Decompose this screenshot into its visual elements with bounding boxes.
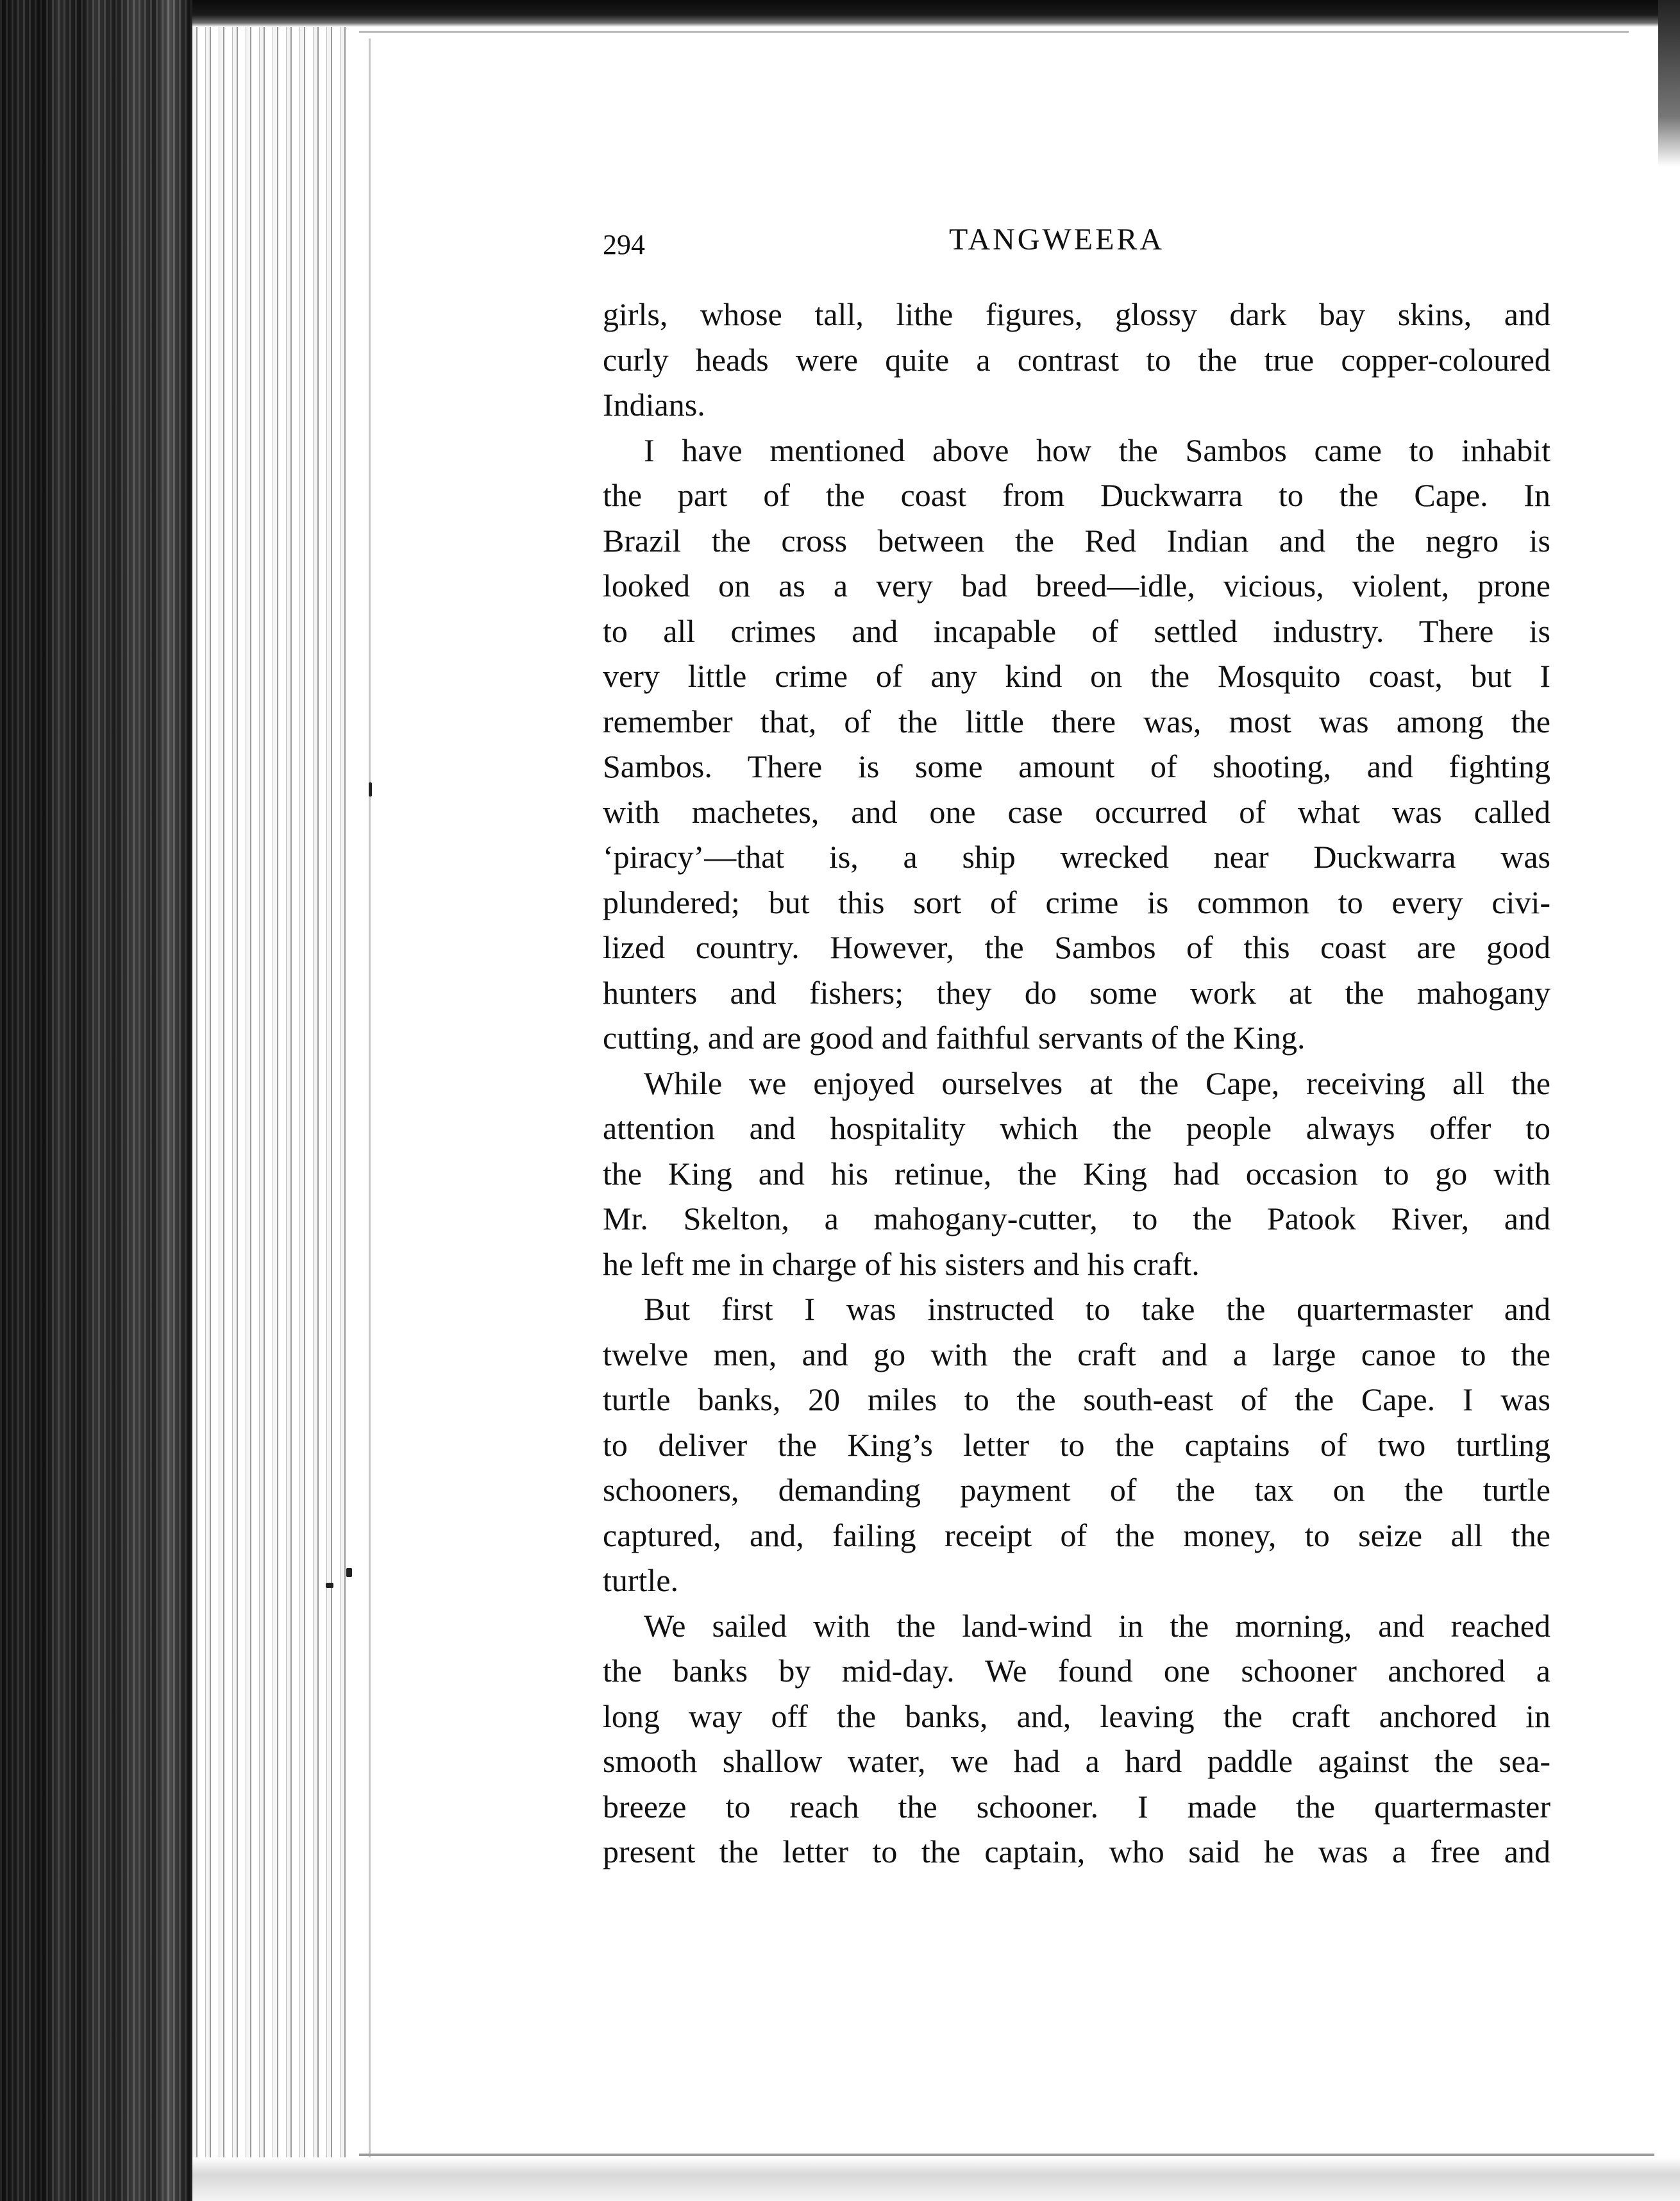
- text-line: breeze to reach the schooner. I made the quartermaster: [603, 1788, 1550, 1825]
- text-line: long way off the banks, and, leaving the craft anchored in: [603, 1698, 1550, 1734]
- text-line: We sailed with the land-wind in the morning, and reached: [644, 1607, 1550, 1644]
- text-line: remember that, of the little there was, most was among the: [603, 703, 1550, 739]
- text-line: But first I was instructed to take the quartermaster and: [644, 1291, 1550, 1327]
- text-line: to all crimes and incapable of settled industry. There is: [603, 612, 1550, 649]
- bottom-page-edge: [359, 2154, 1654, 2156]
- page-edge-line: [369, 38, 371, 2168]
- margin-mark: [346, 1568, 352, 1577]
- text-line: smooth shallow water, we had a hard paddle against the sea-: [603, 1743, 1550, 1779]
- paragraph: [603, 1286, 1550, 1603]
- margin-mark: [326, 1583, 333, 1588]
- text-line: plundered; but this sort of crime is common to every civi-: [603, 884, 1550, 920]
- text-line: Brazil the cross between the Red Indian and the negro is: [603, 522, 1550, 559]
- top-scan-border: [192, 0, 1680, 27]
- page-number: 294: [603, 229, 645, 260]
- running-header: [603, 222, 1545, 273]
- text-line: girls, whose tall, lithe figures, glossy dark bay skins, and: [603, 296, 1550, 332]
- text-line: Mr. Skelton, a mahogany-cutter, to the Patook River, and: [603, 1201, 1550, 1236]
- text-line: twelve men, and go with the craft and a large canoe to the: [603, 1336, 1550, 1372]
- paragraph: [603, 1603, 1550, 1875]
- running-title: TANGWEERA: [949, 223, 1165, 257]
- text-line: I have mentioned above how the Sambos came to inhabit: [644, 432, 1550, 468]
- right-scan-shadow: [1658, 0, 1680, 167]
- margin-mark: [369, 782, 372, 797]
- text-line: with machetes, and one case occurred of what was called: [603, 793, 1550, 830]
- text-line: very little crime of any kind on the Mosquito coast, but I: [603, 658, 1550, 694]
- paragraph: [603, 1061, 1550, 1287]
- page-stack-edges: [192, 26, 346, 2174]
- text-line: hunters and fishers; they do some work at the mahogany: [603, 974, 1550, 1011]
- text-line: to deliver the King’s letter to the captains of two turtling: [603, 1426, 1550, 1463]
- text-line: curly heads were quite a contrast to the true copper-coloured: [603, 341, 1550, 378]
- text-line: lized country. However, the Sambos of this coast are good: [603, 929, 1550, 965]
- text-line: schooners, demanding payment of the tax on the turtle: [603, 1472, 1550, 1508]
- top-page-edge: [359, 31, 1629, 33]
- text-line: captured, and, failing receipt of the money, to seize all the: [603, 1517, 1550, 1553]
- text-line: cutting, and are good and faithful servants of the King.: [603, 1020, 1306, 1056]
- text-line: the King and his retinue, the King had occasion to go with: [603, 1155, 1550, 1192]
- text-line: turtle banks, 20 miles to the south-east of the Cape. I was: [603, 1381, 1550, 1417]
- text-line: Indians.: [603, 387, 705, 423]
- paragraph: [603, 292, 1550, 428]
- text-line: looked on as a very bad breed—idle, vicious, violent, prone: [603, 568, 1550, 603]
- text-line: Sambos. There is some amount of shooting, and fighting: [603, 748, 1550, 784]
- body-text: [603, 292, 1550, 1875]
- bottom-scan-border: [192, 2157, 1680, 2201]
- text-line: While we enjoyed ourselves at the Cape, receiving all the: [644, 1065, 1550, 1101]
- text-line: the part of the coast from Duckwarra to the Cape. In: [603, 477, 1550, 513]
- text-line: attention and hospitality which the people always offer to: [603, 1110, 1550, 1146]
- text-line: the banks by mid-day. We found one schooner anchored a: [603, 1653, 1550, 1689]
- spine-texture: [0, 0, 192, 2201]
- text-line: ‘piracy’—that is, a ship wrecked near Duckwarra was: [603, 839, 1550, 875]
- text-line: present the letter to the captain, who said he was a free and: [603, 1834, 1550, 1869]
- text-line: he left me in charge of his sisters and his craft.: [603, 1245, 1200, 1282]
- text-line: turtle.: [603, 1562, 679, 1598]
- paragraph: [603, 428, 1550, 1061]
